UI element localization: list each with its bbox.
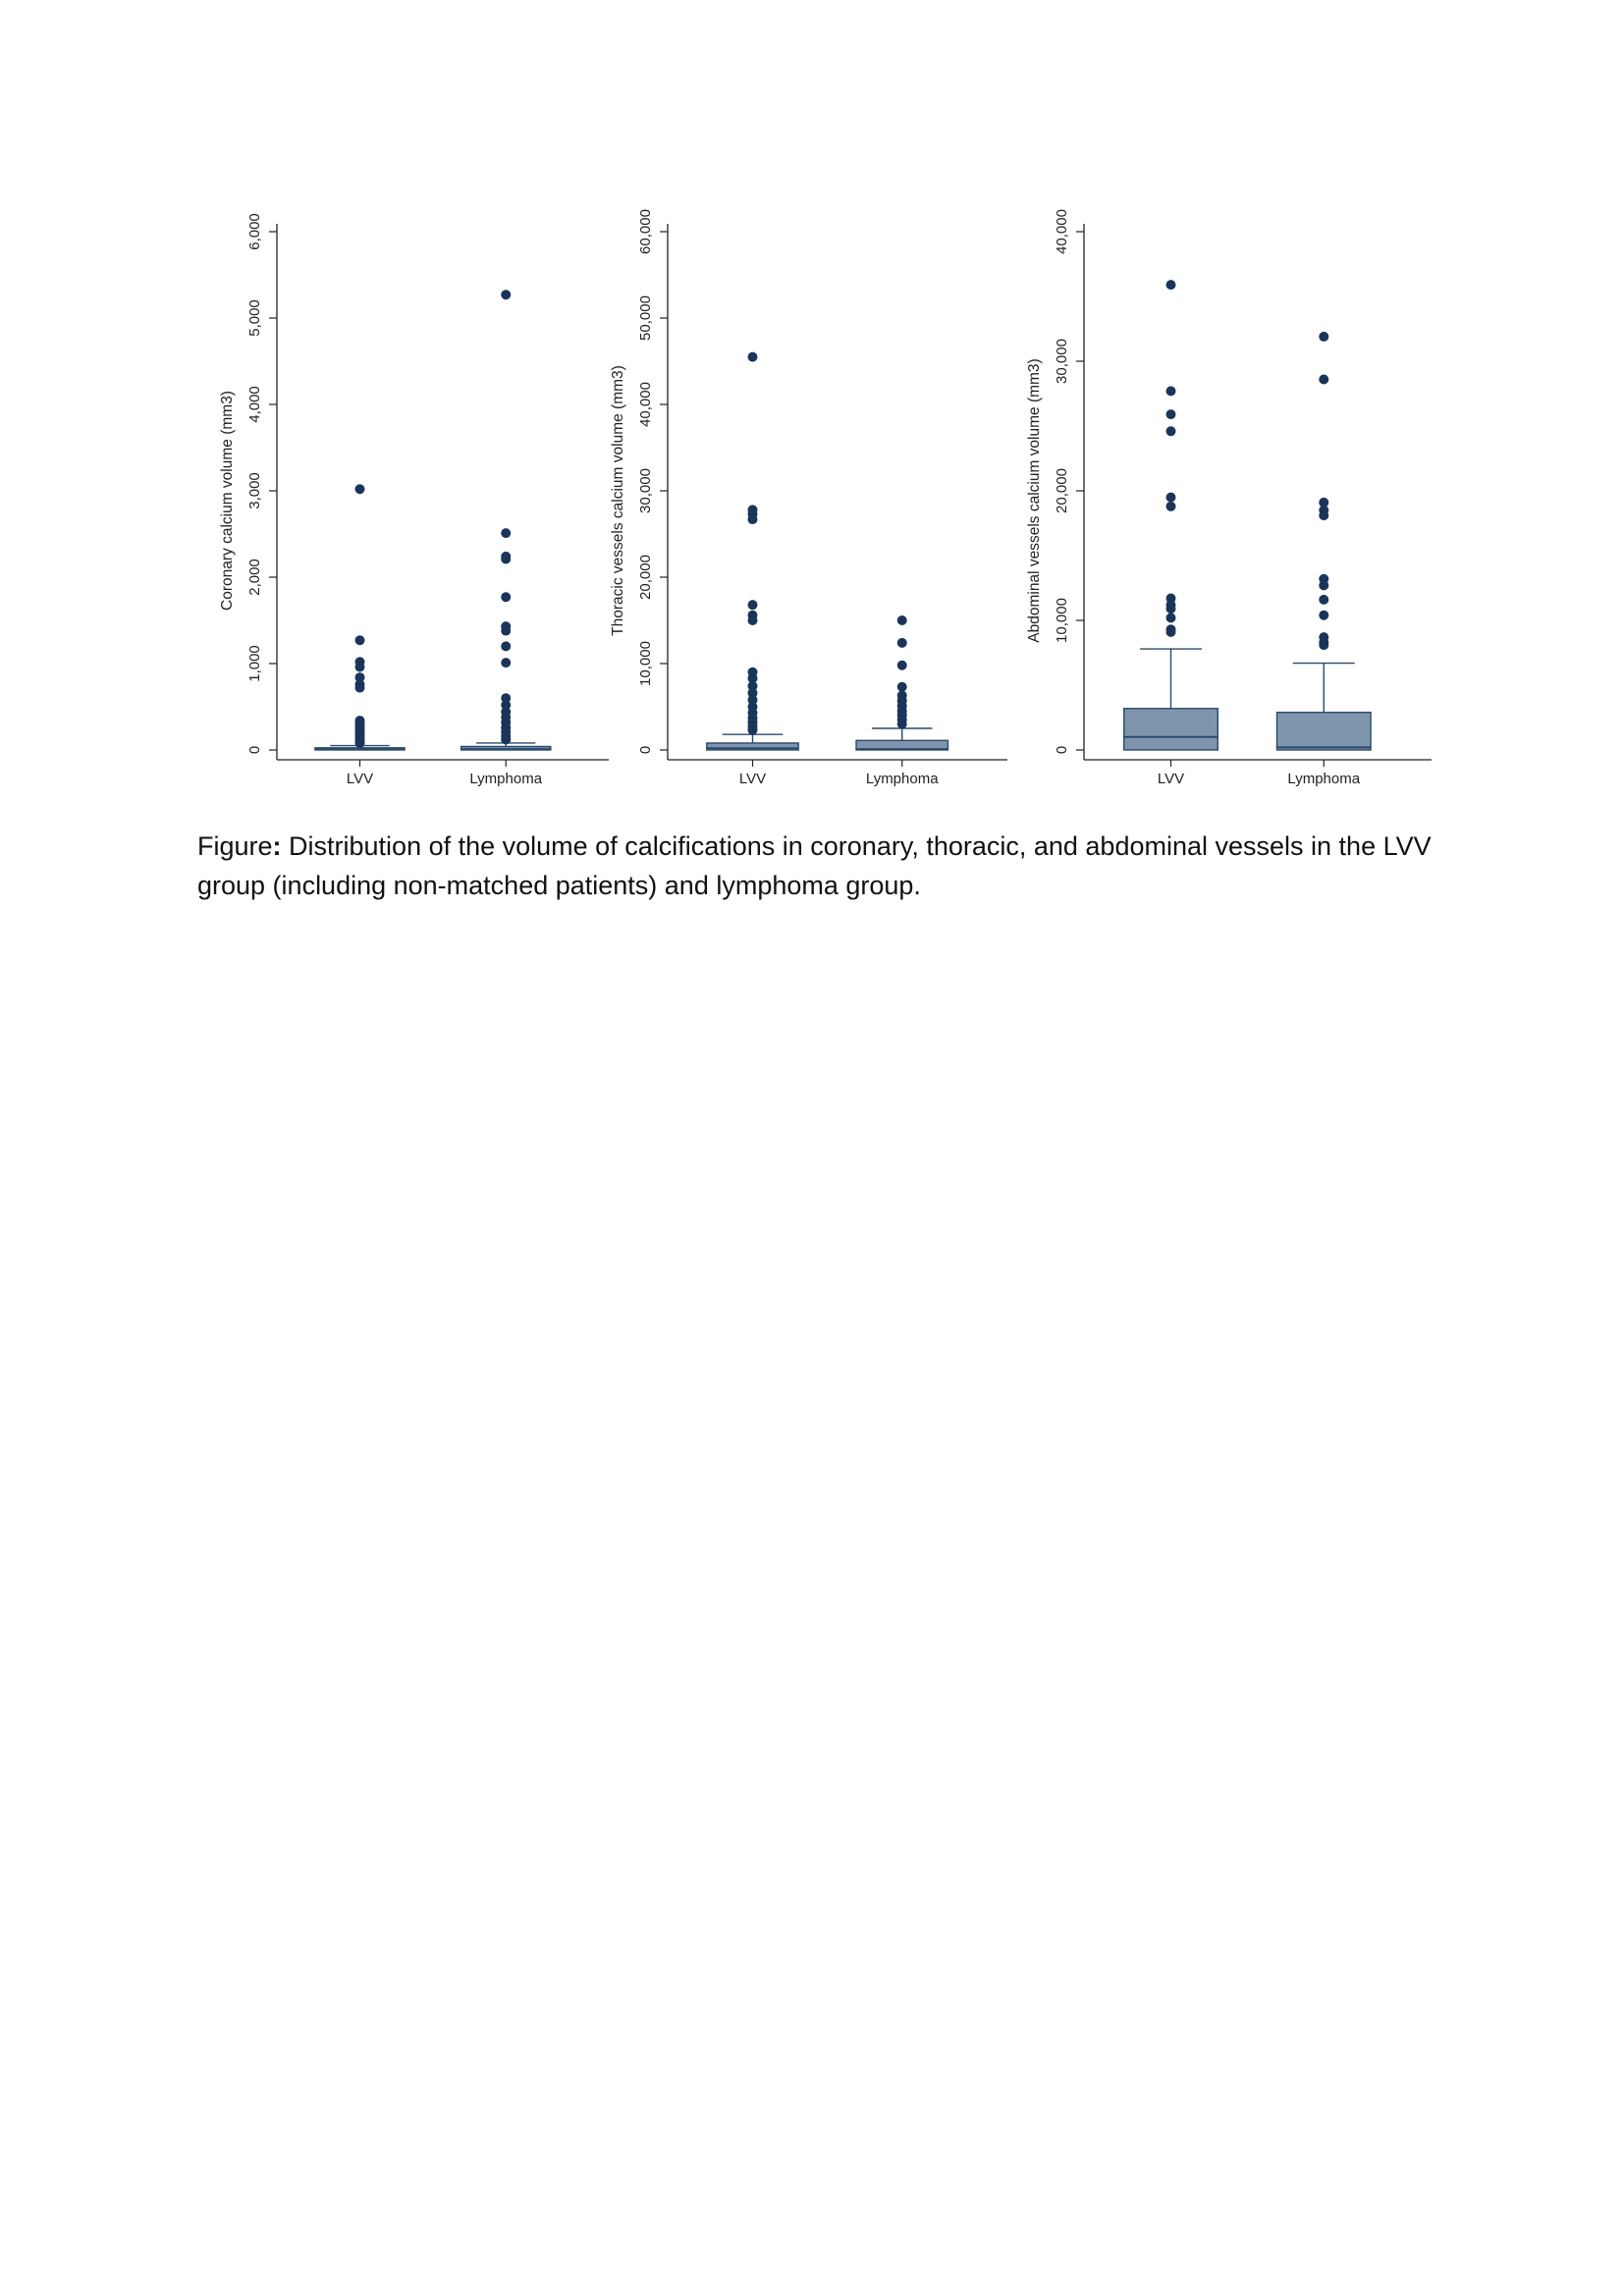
- outlier-point: [1166, 386, 1176, 396]
- outlier-point: [1166, 280, 1176, 290]
- outlier-point: [501, 592, 511, 602]
- outlier-point: [897, 615, 907, 625]
- y-tick-label: 60,000: [637, 209, 654, 254]
- caption-text: Distribution of the volume of calcifications in coronary, thoracic, and abdominal vessels in the LVV group (including non-matched patients) and lymphoma group.: [197, 831, 1432, 900]
- outlier-point: [1319, 595, 1328, 605]
- y-tick-label: 5,000: [246, 299, 263, 337]
- outlier-point: [1166, 627, 1176, 637]
- y-tick-label: 1,000: [246, 645, 263, 682]
- chart-panel-2: [610, 209, 1007, 787]
- outlier-point: [1319, 510, 1328, 520]
- x-tick-label: Lymphoma: [469, 771, 543, 787]
- y-tick-label: 0: [1054, 745, 1070, 755]
- outlier-point: [1319, 332, 1328, 342]
- outlier-point: [355, 738, 365, 748]
- outlier-point: [355, 683, 365, 693]
- outlier-point: [501, 626, 511, 636]
- outlier-point: [748, 352, 758, 362]
- box-plot-figure: [196, 206, 1434, 815]
- outlier-point: [1319, 640, 1328, 650]
- y-tick-label: 3,000: [246, 472, 263, 509]
- x-tick-label: LVV: [346, 771, 374, 787]
- y-tick-label: 0: [246, 745, 263, 755]
- y-tick-label: 50,000: [637, 295, 654, 341]
- x-tick-label: LVV: [1157, 771, 1185, 787]
- outlier-point: [501, 641, 511, 651]
- y-tick-label: 40,000: [637, 382, 654, 427]
- figure: [196, 206, 1434, 815]
- outlier-point: [1166, 426, 1176, 436]
- y-axis-title: Abdominal vessels calcium volume (mm3): [1026, 358, 1043, 643]
- y-axis-title: Thoracic vessels calcium volume (mm3): [610, 365, 626, 636]
- outlier-point: [897, 638, 907, 648]
- outlier-point: [501, 555, 511, 564]
- outlier-point: [355, 484, 365, 494]
- y-tick-label: 10,000: [1054, 598, 1070, 643]
- outlier-point: [501, 658, 511, 667]
- x-tick-label: LVV: [738, 771, 767, 787]
- outlier-point: [748, 615, 758, 625]
- x-tick-label: Lymphoma: [865, 771, 939, 787]
- y-tick-label: 40,000: [1054, 209, 1070, 254]
- outlier-point: [748, 514, 758, 524]
- outlier-point: [1166, 493, 1176, 503]
- y-tick-label: 6,000: [246, 213, 263, 250]
- chart-panel-1: [219, 213, 609, 787]
- y-tick-label: 0: [637, 745, 654, 755]
- y-tick-label: 20,000: [637, 555, 654, 600]
- outlier-point: [501, 528, 511, 538]
- outlier-point: [501, 734, 511, 744]
- outlier-point: [1319, 580, 1328, 590]
- chart-panel-3: [1026, 209, 1432, 787]
- outlier-point: [1166, 409, 1176, 419]
- outlier-point: [355, 663, 365, 672]
- outlier-point: [1319, 611, 1328, 620]
- outlier-point: [748, 600, 758, 610]
- box: [1124, 709, 1218, 750]
- caption-colon: :: [272, 831, 282, 861]
- x-tick-label: Lymphoma: [1287, 771, 1361, 787]
- caption-label: Figure: [197, 831, 273, 861]
- y-tick-label: 20,000: [1054, 468, 1070, 513]
- figure-caption: [197, 827, 1435, 905]
- outlier-point: [897, 661, 907, 670]
- outlier-point: [897, 682, 907, 692]
- y-tick-label: 2,000: [246, 559, 263, 596]
- outlier-point: [355, 635, 365, 645]
- outlier-point: [748, 725, 758, 735]
- outlier-point: [1166, 604, 1176, 614]
- y-tick-label: 30,000: [637, 468, 654, 513]
- box: [1276, 713, 1371, 750]
- outlier-point: [1319, 374, 1328, 384]
- y-tick-label: 10,000: [637, 641, 654, 686]
- y-tick-label: 30,000: [1054, 339, 1070, 384]
- outlier-point: [1166, 613, 1176, 622]
- outlier-point: [1166, 502, 1176, 511]
- y-tick-label: 4,000: [246, 386, 263, 423]
- outlier-point: [897, 720, 907, 729]
- y-axis-title: Coronary calcium volume (mm3): [219, 391, 236, 611]
- outlier-point: [501, 290, 511, 299]
